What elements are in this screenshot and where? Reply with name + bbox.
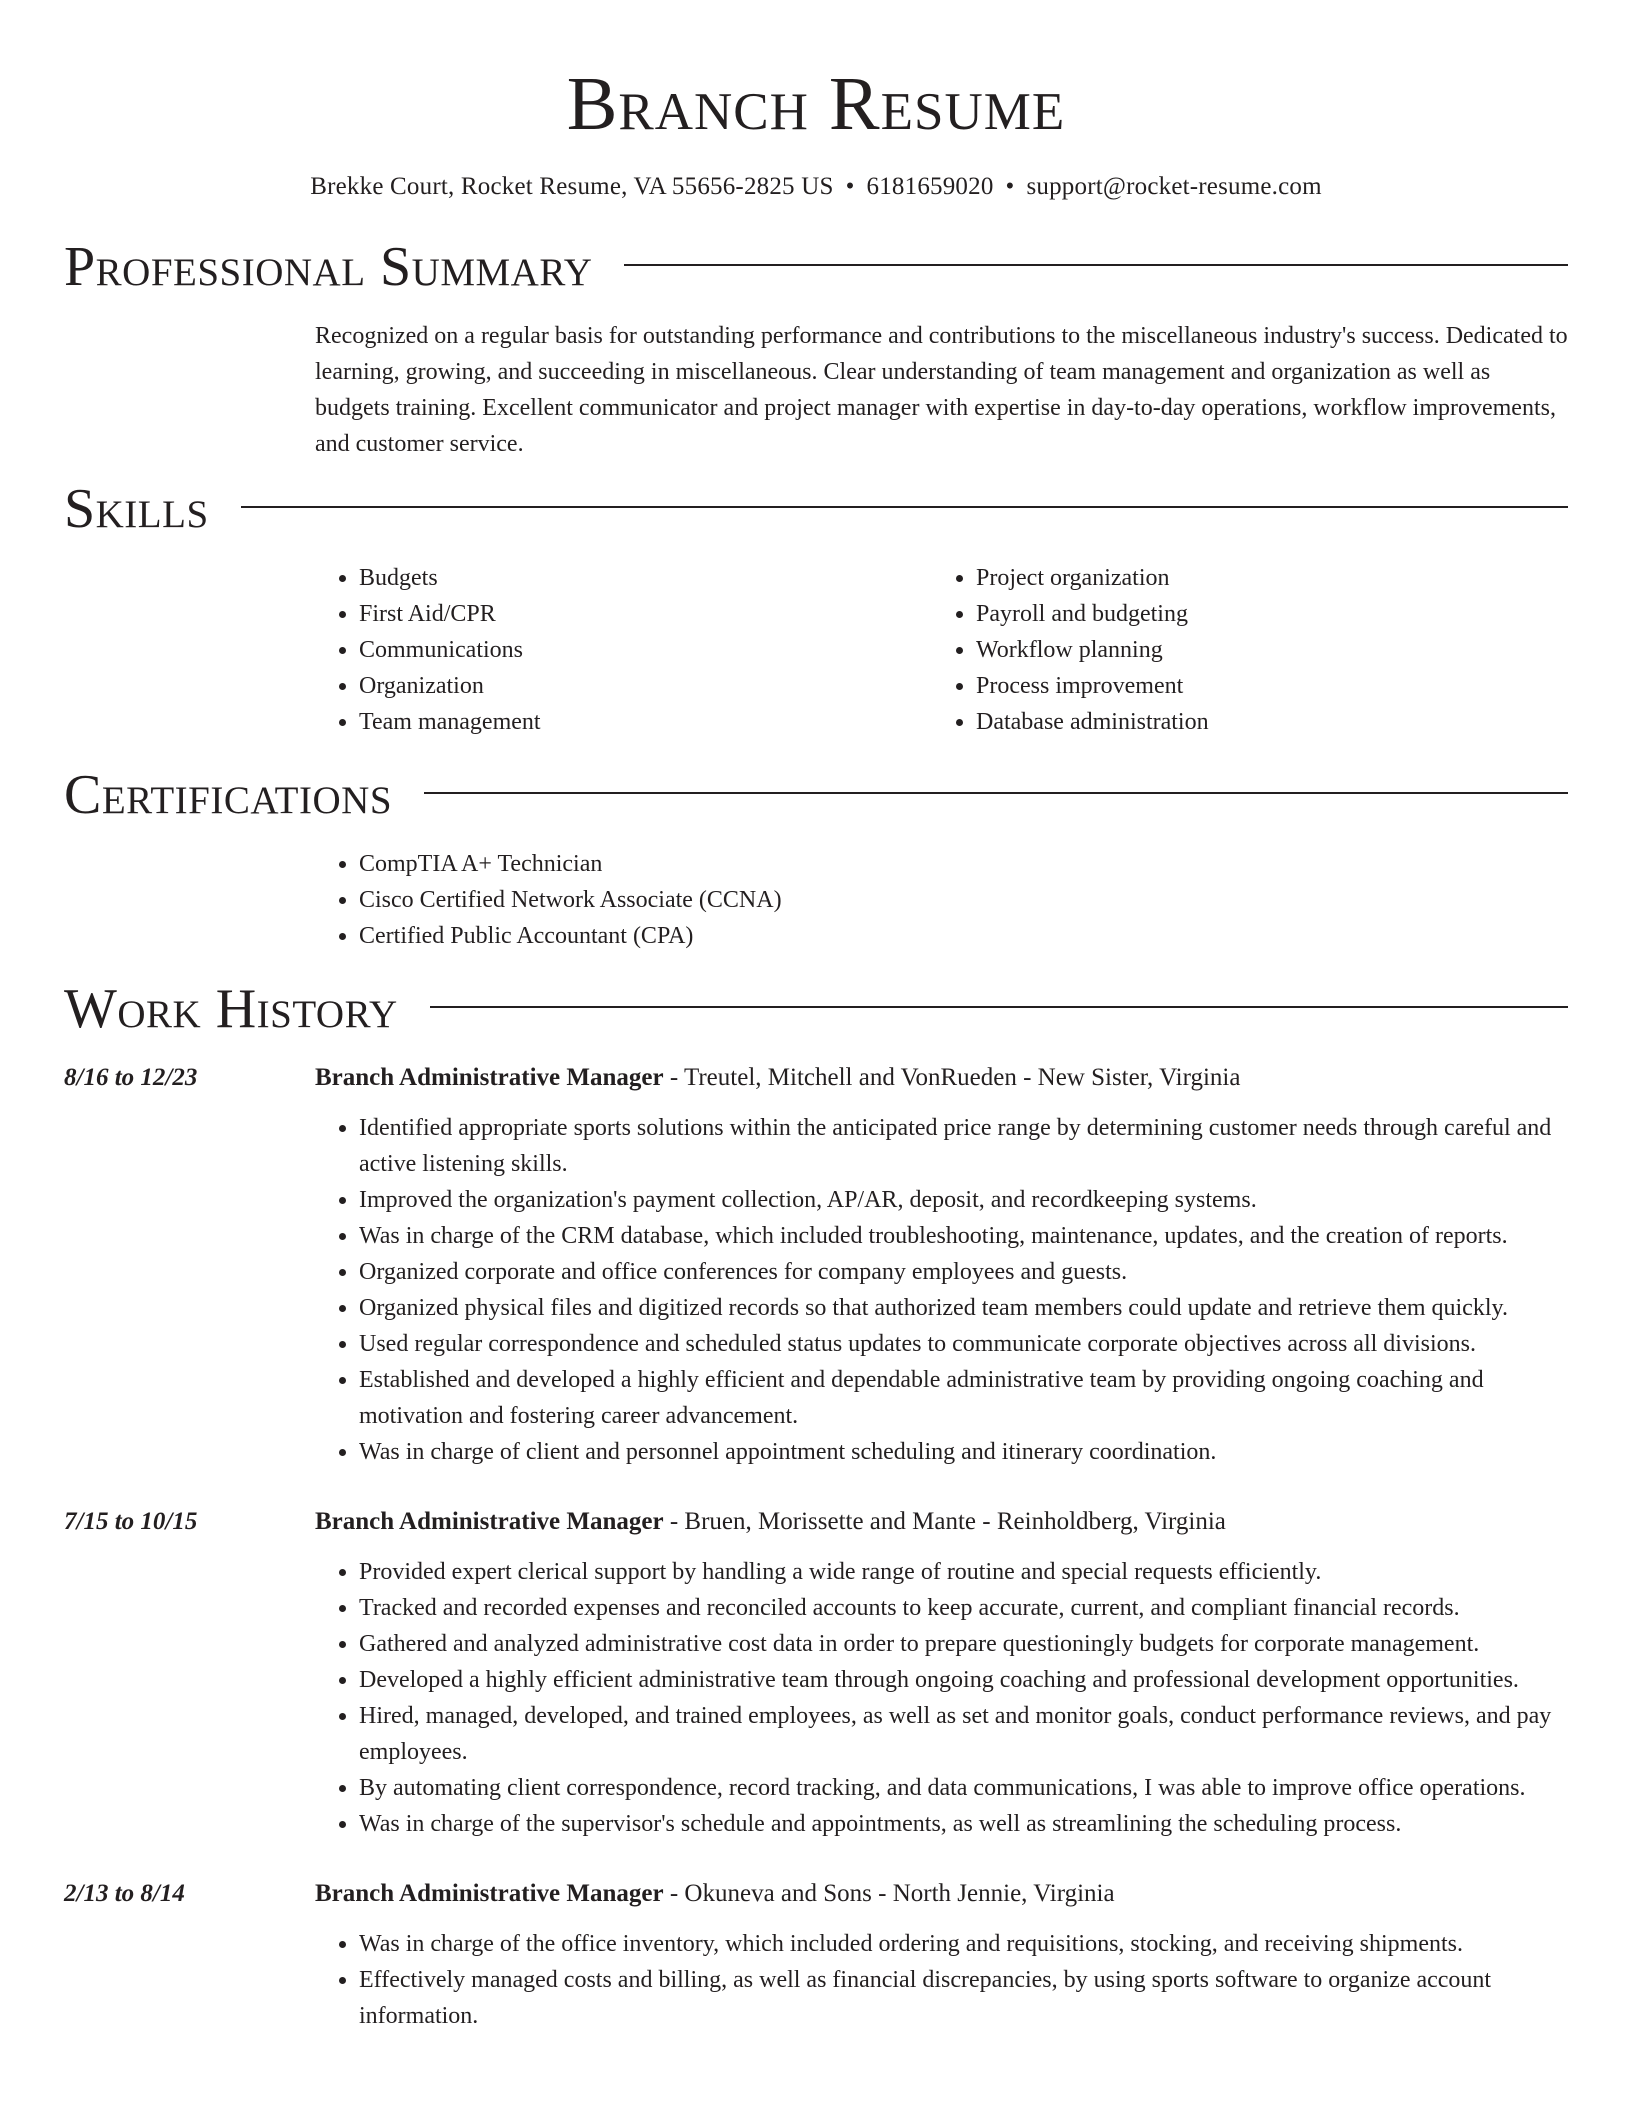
job-bullet: • Was in charge of client and personnel appointment scheduling and itinerary coordination.: [359, 1434, 1568, 1470]
job-dates: 7/15 to 10/15: [64, 1508, 198, 1535]
skill-item: • First Aid/CPR: [359, 596, 932, 632]
skill-item: • Process improvement: [976, 668, 1549, 704]
job-detail: [315, 1060, 1568, 1470]
job-bullet: • Tracked and recorded expenses and reconciled accounts to keep accurate, current, and compliant financial records.: [359, 1590, 1568, 1626]
job-bullet: • Hired, managed, developed, and trained employees, as well as set and monitor goals, conduct performance reviews, and pay employees.: [359, 1698, 1568, 1770]
skill-item: • Workflow planning: [976, 632, 1549, 668]
job-dates: 8/16 to 12/23: [64, 1064, 198, 1091]
job-bullet: • Gathered and analyzed administrative cost data in order to prepare questioningly budgets for corporate management.: [359, 1626, 1568, 1662]
job-bullets: [315, 1926, 1568, 2034]
skills-column-left: [315, 560, 932, 740]
job-title-line: [315, 1060, 1568, 1096]
contact-separator: •: [1005, 173, 1015, 200]
job-bullets: [315, 1110, 1568, 1470]
certification-item: • Certified Public Accountant (CPA): [359, 918, 1568, 954]
contact-separator: •: [845, 173, 855, 200]
job-title-line: [315, 1504, 1568, 1540]
contact-line: [64, 170, 1568, 204]
job-bullet: • Used regular correspondence and scheduled status updates to communicate corporate objectives across all divisions.: [359, 1326, 1568, 1362]
skill-item: • Team management: [359, 704, 932, 740]
job-title: Branch Administrative Manager: [315, 1064, 664, 1091]
job-bullet: • By automating client correspondence, record tracking, and data communications, I was able to improve office operations.: [359, 1770, 1568, 1806]
section-divider: [624, 264, 1568, 266]
job-bullets: [315, 1554, 1568, 1842]
job-bullet: • Organized corporate and office conferences for company employees and guests.: [359, 1254, 1568, 1290]
job-bullet: • Was in charge of the CRM database, which included troubleshooting, maintenance, updates, and the creation of reports.: [359, 1218, 1568, 1254]
certification-item: • Cisco Certified Network Associate (CCNA): [359, 882, 1568, 918]
job-bullet: • Established and developed a highly efficient and dependable administrative team by providing ongoing coaching and motivation and fostering career advancement.: [359, 1362, 1568, 1434]
section-divider: [430, 1006, 1568, 1008]
job-entry: [64, 1504, 1568, 1842]
skill-item: • Communications: [359, 632, 932, 668]
certifications-list: [315, 846, 1568, 954]
job-title: Branch Administrative Manager: [315, 1508, 664, 1535]
job-bullet: • Developed a highly efficient administrative team through ongoing coaching and professional development opportunities.: [359, 1662, 1568, 1698]
resume-name: Branch Resume: [566, 62, 1066, 146]
summary-section-header: [64, 236, 1568, 298]
job-bullet: • Was in charge of the supervisor's schedule and appointments, as well as streamlining the scheduling process.: [359, 1806, 1568, 1842]
summary-text: Recognized on a regular basis for outstanding performance and contributions to the miscellaneous industry's success. Dedicated to learning, growing, and succeeding in miscellaneous. Clear understanding of team management and organization as well as budgets training. Excellent communicator and project manager with expertise in day-to-day operations, workflow improvements, and customer service.: [315, 323, 1568, 457]
skill-item: • Project organization: [976, 560, 1549, 596]
skills-list: [315, 560, 1568, 740]
contact-email: support@rocket-resume.com: [1026, 173, 1322, 200]
section-divider: [241, 506, 1568, 508]
contact-phone: 6181659020: [866, 173, 994, 200]
job-entry: [64, 1876, 1568, 2034]
job-title: Branch Administrative Manager: [315, 1880, 664, 1907]
contact-address: Brekke Court, Rocket Resume, VA 55656-2825 US: [310, 173, 834, 200]
job-bullet: • Organized physical files and digitized records so that authorized team members could update and retrieve them quickly.: [359, 1290, 1568, 1326]
job-employer: - Treutel, Mitchell and VonRueden - New Sister, Virginia: [663, 1064, 1241, 1091]
certifications-heading: Certifications: [64, 764, 393, 826]
job-dates: 2/13 to 8/14: [64, 1880, 185, 1907]
skills-column-right: [932, 560, 1549, 740]
skill-item: • Payroll and budgeting: [976, 596, 1549, 632]
job-bullet: • Identified appropriate sports solutions within the anticipated price range by determining customer needs through careful and active listening skills.: [359, 1110, 1568, 1182]
section-divider: [424, 792, 1568, 794]
job-employer: - Okuneva and Sons - North Jennie, Virginia: [663, 1880, 1115, 1907]
certifications-section-header: [64, 764, 1568, 826]
work-history-heading: Work History: [64, 978, 398, 1040]
skill-item: • Database administration: [976, 704, 1549, 740]
skills-section-header: [64, 478, 1568, 540]
job-bullet: • Improved the organization's payment collection, AP/AR, deposit, and recordkeeping systems.: [359, 1182, 1568, 1218]
job-entry: [64, 1060, 1568, 1470]
job-detail: [315, 1876, 1568, 2034]
skills-heading: Skills: [64, 478, 209, 540]
skill-item: • Budgets: [359, 560, 932, 596]
job-title-line: [315, 1876, 1568, 1912]
job-bullet: • Was in charge of the office inventory, which included ordering and requisitions, stocking, and receiving shipments.: [359, 1926, 1568, 1962]
work-history-section-header: [64, 978, 1568, 1040]
job-detail: [315, 1504, 1568, 1842]
job-employer: - Bruen, Morissette and Mante - Reinholdberg, Virginia: [663, 1508, 1226, 1535]
summary-heading: Professional Summary: [64, 236, 593, 298]
resume-page: [64, 0, 1568, 2034]
job-bullet: • Effectively managed costs and billing, as well as financial discrepancies, by using sports software to organize account information.: [359, 1962, 1568, 2034]
skill-item: • Organization: [359, 668, 932, 704]
job-bullet: • Provided expert clerical support by handling a wide range of routine and special requests efficiently.: [359, 1554, 1568, 1590]
certification-item: • CompTIA A+ Technician: [359, 846, 1568, 882]
